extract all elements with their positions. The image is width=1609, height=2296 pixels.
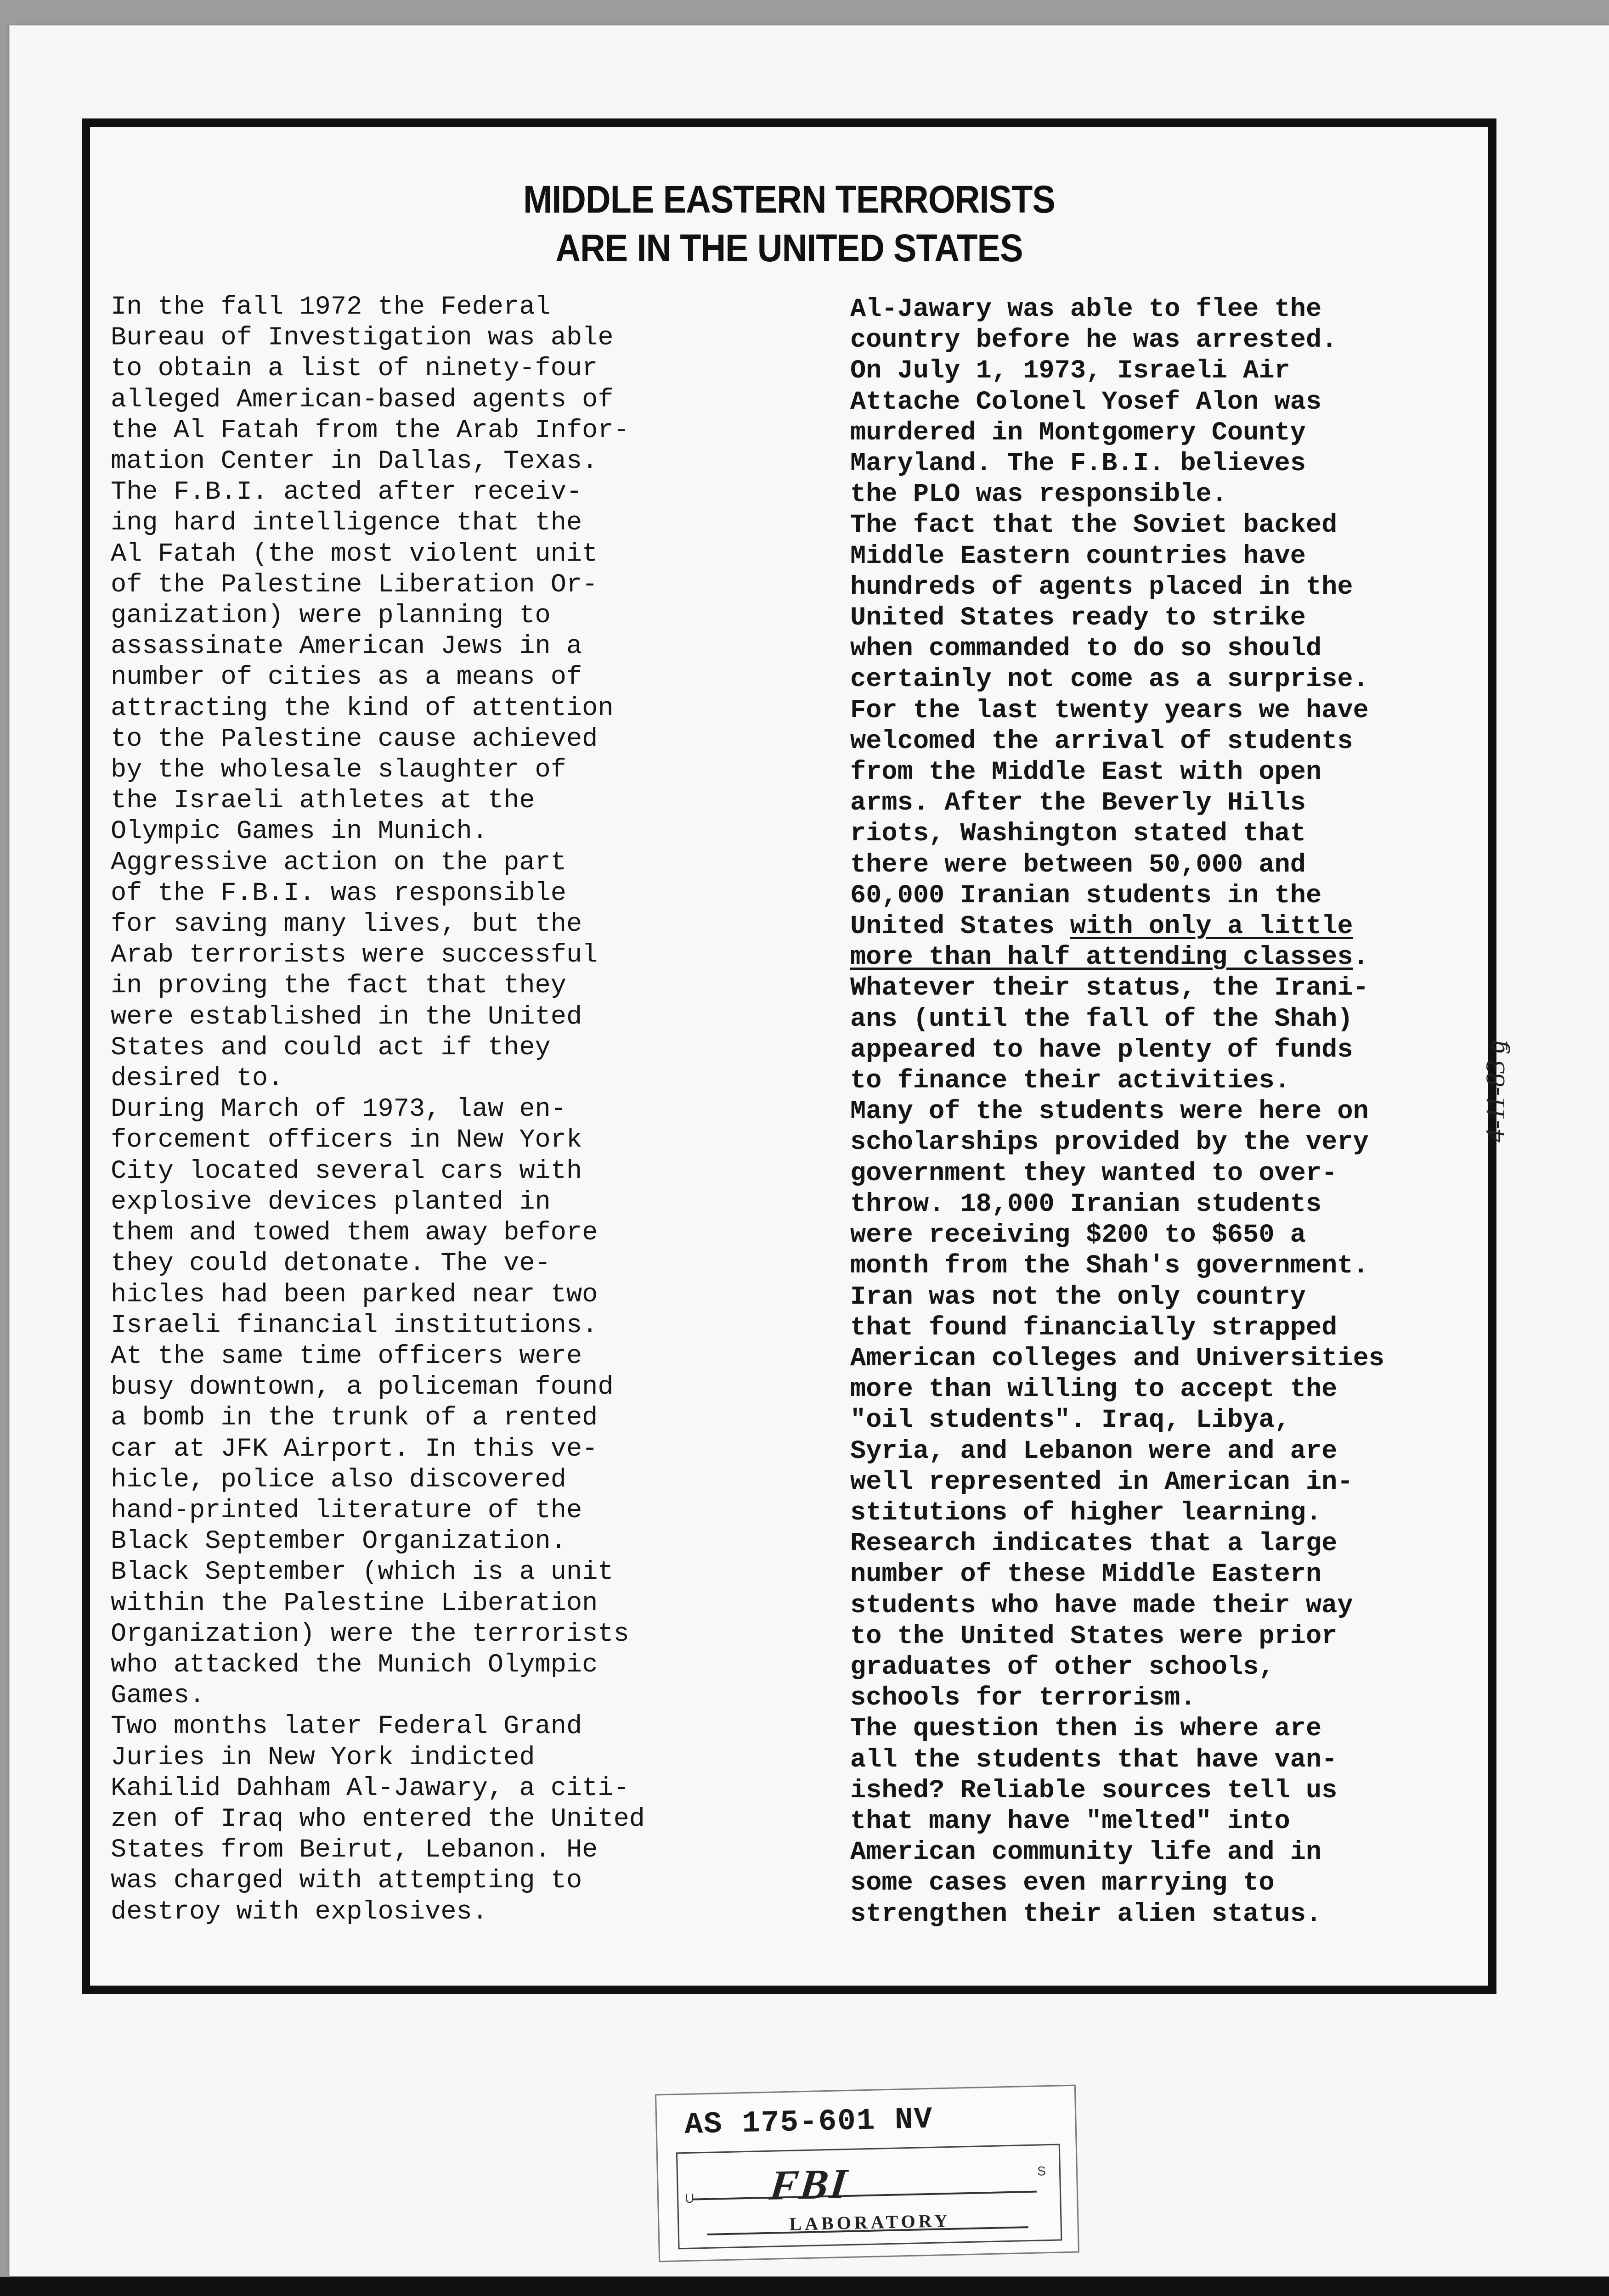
paragraph: Al-Jawary was able to flee the country before he was arrested. bbox=[850, 295, 1338, 355]
scan-edge bbox=[0, 2277, 1609, 2296]
text-run: . Whatever their status, the Irani- ans (until the fall of the Shah) appeared to have plenty of funds to finance their activities. Many of the students were here on scholarships provided by the very government they wanted to over- throw. 18,000 Iranian students were receiving $200 to $650 a month from the Shah's government. bbox=[850, 943, 1369, 1281]
stamp-letter-left: U bbox=[684, 2191, 694, 2206]
paragraph: On July 1, 1973, Israeli Air Attache Colonel Yosef Alon was murdered in Montgomery County Maryland. The F.B.I. believes the PLO was responsible. bbox=[850, 356, 1322, 510]
stamp-file-number: AS 175-601 NV bbox=[684, 2102, 934, 2142]
fbi-logo: FBI bbox=[767, 2160, 852, 2209]
stamp-lab-text: LABORATORY bbox=[789, 2210, 951, 2234]
paragraph: Iran was not the only country that found financially strapped American colleges and Universities more than willing to accept the "oil students". Iraq, Libya, Syria, and Lebanon were and are well represented in American in- stitutions of higher learning. bbox=[850, 1282, 1384, 1528]
paragraph: The question then is where are all the students that have van- ished? Reliable sources tell us that many have "melted" into American community life and in some cases even marrying to strengthen their alien status. bbox=[850, 1714, 1338, 1929]
paragraph: The F.B.I. acted after receiv- ing hard intelligence that the Al Fatah (the most violent unit of the Palestine Liberation Or- ganization) were planning to assassinate American Jews in a number of cities as a means of attracting the kind of attention to the Palestine cause achieved by the wholesale slaughter of the Israeli athletes at the Olympic Games in Munich. bbox=[111, 478, 614, 847]
handwritten-margin-note: 4-11-83 ǥ bbox=[1480, 1040, 1510, 1142]
left-column bbox=[111, 292, 795, 1928]
stamp-inner-box bbox=[676, 2144, 1062, 2249]
paragraph-underlined bbox=[850, 510, 1486, 1282]
text-run: The fact that the Soviet backed Middle Eastern countries have hundreds of agents placed in the United States ready to strike when commanded to do so should certainly not come as a surprise. For the last twenty years we have welcomed the arrival of students from the Middle East with open arms. After the Beverly Hills riots, Washington stated that there were between 50,000 and 60,000 Iranian students in the United States bbox=[850, 511, 1369, 942]
paragraph: Aggressive action on the part of the F.B.I. was responsible for saving many lives, but the Arab terrorists were successful in proving the fact that they were established in the United States and could act if they desired to. bbox=[111, 848, 598, 1094]
paragraph: In the fall 1972 the Federal Bureau of Investigation was able to obtain a list of ninety-four alleged American-based agents of the Al Fatah from the Arab Infor- mation Center in Dallas, Texas. bbox=[111, 293, 629, 477]
paragraph: Two months later Federal Grand Juries in New York indicted Kahilid Dahham Al-Jawary, a citi- zen of Iraq who entered the United States from Beirut, Lebanon. He was charged with attempting to destroy with explosives. bbox=[111, 1712, 645, 1927]
underlined-phrase: with only a little bbox=[1070, 912, 1353, 942]
title-line-2: ARE IN THE UNITED STATES bbox=[555, 226, 1023, 270]
stamp-letter-right: S bbox=[1037, 2164, 1046, 2178]
paragraph: Research indicates that a large number of these Middle Eastern students who have made their way to the United States were prior graduates of other schools, schools for terrorism. bbox=[850, 1529, 1353, 1713]
article-frame bbox=[82, 118, 1496, 1994]
right-column bbox=[850, 294, 1486, 1930]
underlined-phrase: more than half attending classes bbox=[850, 943, 1353, 973]
fbi-lab-stamp bbox=[655, 2085, 1079, 2262]
article-title bbox=[160, 175, 1418, 272]
paragraph: During March of 1973, law en- forcement officers in New York City located several cars with explosive devices planted in them and towed them away before they could detonate. The ve- hicles had been parked near two Israeli financial institutions. At the same time officers were busy downtown, a policeman found a bomb in the trunk of a rented car at JFK Airport. In this ve- hicle, police also discovered hand-printed literature of the Black September Organization. Black September (which is a unit within the Palestine Liberation Organization) were the terrorists who attacked the Munich Olympic Games. bbox=[111, 1095, 629, 1711]
stamp-rule bbox=[692, 2191, 1037, 2200]
title-line-1: MIDDLE EASTERN TERRORISTS bbox=[523, 178, 1055, 221]
